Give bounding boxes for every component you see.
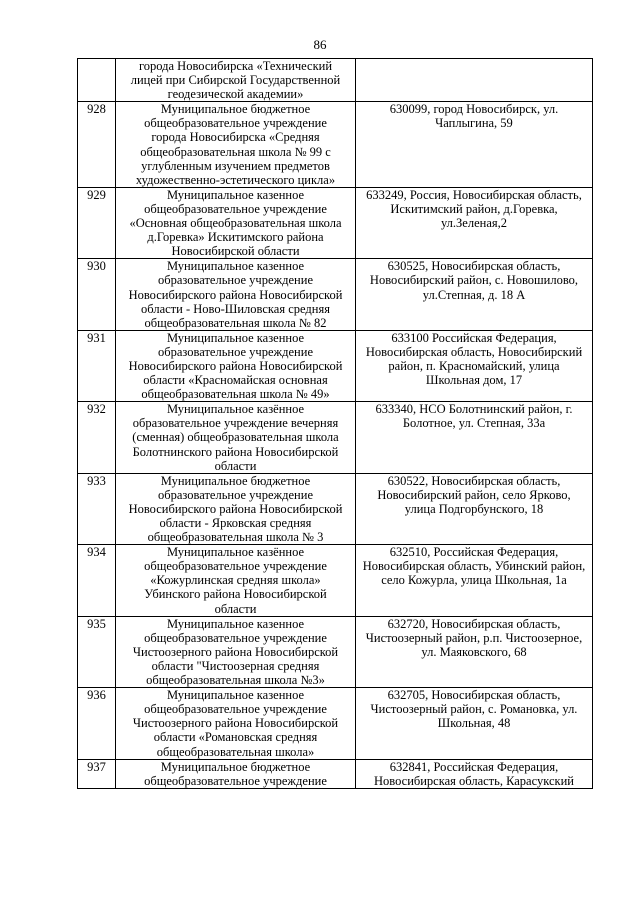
- table-row: [78, 759, 593, 788]
- row-number: 931: [78, 330, 116, 401]
- table-row: [78, 688, 593, 759]
- institution-name: Муниципальное бюджетное образовательное учреждение Новосибирского района Новосибирской области - Ярковская средняя общеобразовательная школа № 3: [116, 473, 356, 544]
- row-number: 928: [78, 102, 116, 188]
- institution-name: Муниципальное казённое образовательное учреждение вечерняя (сменная) общеобразовательная школа Болотнинского района Новосибирской области: [116, 402, 356, 473]
- institution-name: Муниципальное казенное образовательное учреждение Новосибирского района Новосибирской области - Ново-Шиловская средняя общеобразовательная школа № 82: [116, 259, 356, 330]
- institution-address: 630099, город Новосибирск, ул. Чаплыгина, 59: [356, 102, 593, 188]
- institution-address: 632720, Новосибирская область, Чистоозерный район, р.п. Чистоозерное, ул. Маяковского, 68: [356, 616, 593, 687]
- row-number: 935: [78, 616, 116, 687]
- table-row: [78, 330, 593, 401]
- table-row: [78, 473, 593, 544]
- institution-name: города Новосибирска «Технический лицей при Сибирской Государственной геодезической академии»: [116, 59, 356, 102]
- table-row: [78, 616, 593, 687]
- institution-address: 632705, Новосибирская область, Чистоозерный район, с. Романовка, ул. Школьная, 48: [356, 688, 593, 759]
- institution-address: 633249, Россия, Новосибирская область, Искитимский район, д.Горевка, ул.Зеленая,2: [356, 187, 593, 258]
- registry-table: [77, 58, 593, 789]
- table-row: [78, 545, 593, 616]
- institution-address: 632510, Российская Федерация, Новосибирская область, Убинский район, село Кожурла, улица Школьная, 1а: [356, 545, 593, 616]
- row-number: 933: [78, 473, 116, 544]
- institution-name: Муниципальное бюджетное общеобразовательное учреждение: [116, 759, 356, 788]
- institution-address: 632841, Российская Федерация, Новосибирская область, Карасукский: [356, 759, 593, 788]
- institution-address: 633340, НСО Болотнинский район, г. Болотное, ул. Степная, 33а: [356, 402, 593, 473]
- row-number: 934: [78, 545, 116, 616]
- table-row: [78, 187, 593, 258]
- table-row: [78, 59, 593, 102]
- institution-address: [356, 59, 593, 102]
- row-number: 932: [78, 402, 116, 473]
- row-number: [78, 59, 116, 102]
- row-number: 936: [78, 688, 116, 759]
- institution-name: Муниципальное казенное общеобразовательное учреждение Чистоозерного района Новосибирской области "Чистоозерная средняя общеобразовательная школа №3»: [116, 616, 356, 687]
- institution-address: 630525, Новосибирская область, Новосибирский район, с. Новошилово, ул.Степная, д. 18 А: [356, 259, 593, 330]
- institution-name: Муниципальное бюджетное общеобразовательное учреждение города Новосибирска «Средняя общеобразовательная школа № 99 с углубленным изучением предметов художественно-эстетического цикла»: [116, 102, 356, 188]
- institution-name: Муниципальное казенное общеобразовательное учреждение Чистоозерного района Новосибирской области «Романовская средняя общеобразовательная школа»: [116, 688, 356, 759]
- institution-name: Муниципальное казенное образовательное учреждение Новосибирского района Новосибирской области «Красномайская основная общеобразовательная школа № 49»: [116, 330, 356, 401]
- row-number: 937: [78, 759, 116, 788]
- page-number: 86: [313, 37, 327, 52]
- table-row: [78, 402, 593, 473]
- institution-address: 633100 Российская Федерация, Новосибирская область, Новосибирский район, п. Красномайский, улица Школьная дом, 17: [356, 330, 593, 401]
- institution-name: Муниципальное казенное общеобразовательное учреждение «Основная общеобразовательная школа д.Горевка» Искитимского района Новосибирской области: [116, 187, 356, 258]
- row-number: 929: [78, 187, 116, 258]
- row-number: 930: [78, 259, 116, 330]
- institution-name: Муниципальное казённое общеобразовательное учреждение «Кожурлинская средняя школа» Убинского района Новосибирской области: [116, 545, 356, 616]
- table-row: [78, 259, 593, 330]
- institution-address: 630522, Новосибирская область, Новосибирский район, село Ярково, улица Подгорбунского, 18: [356, 473, 593, 544]
- table-row: [78, 102, 593, 188]
